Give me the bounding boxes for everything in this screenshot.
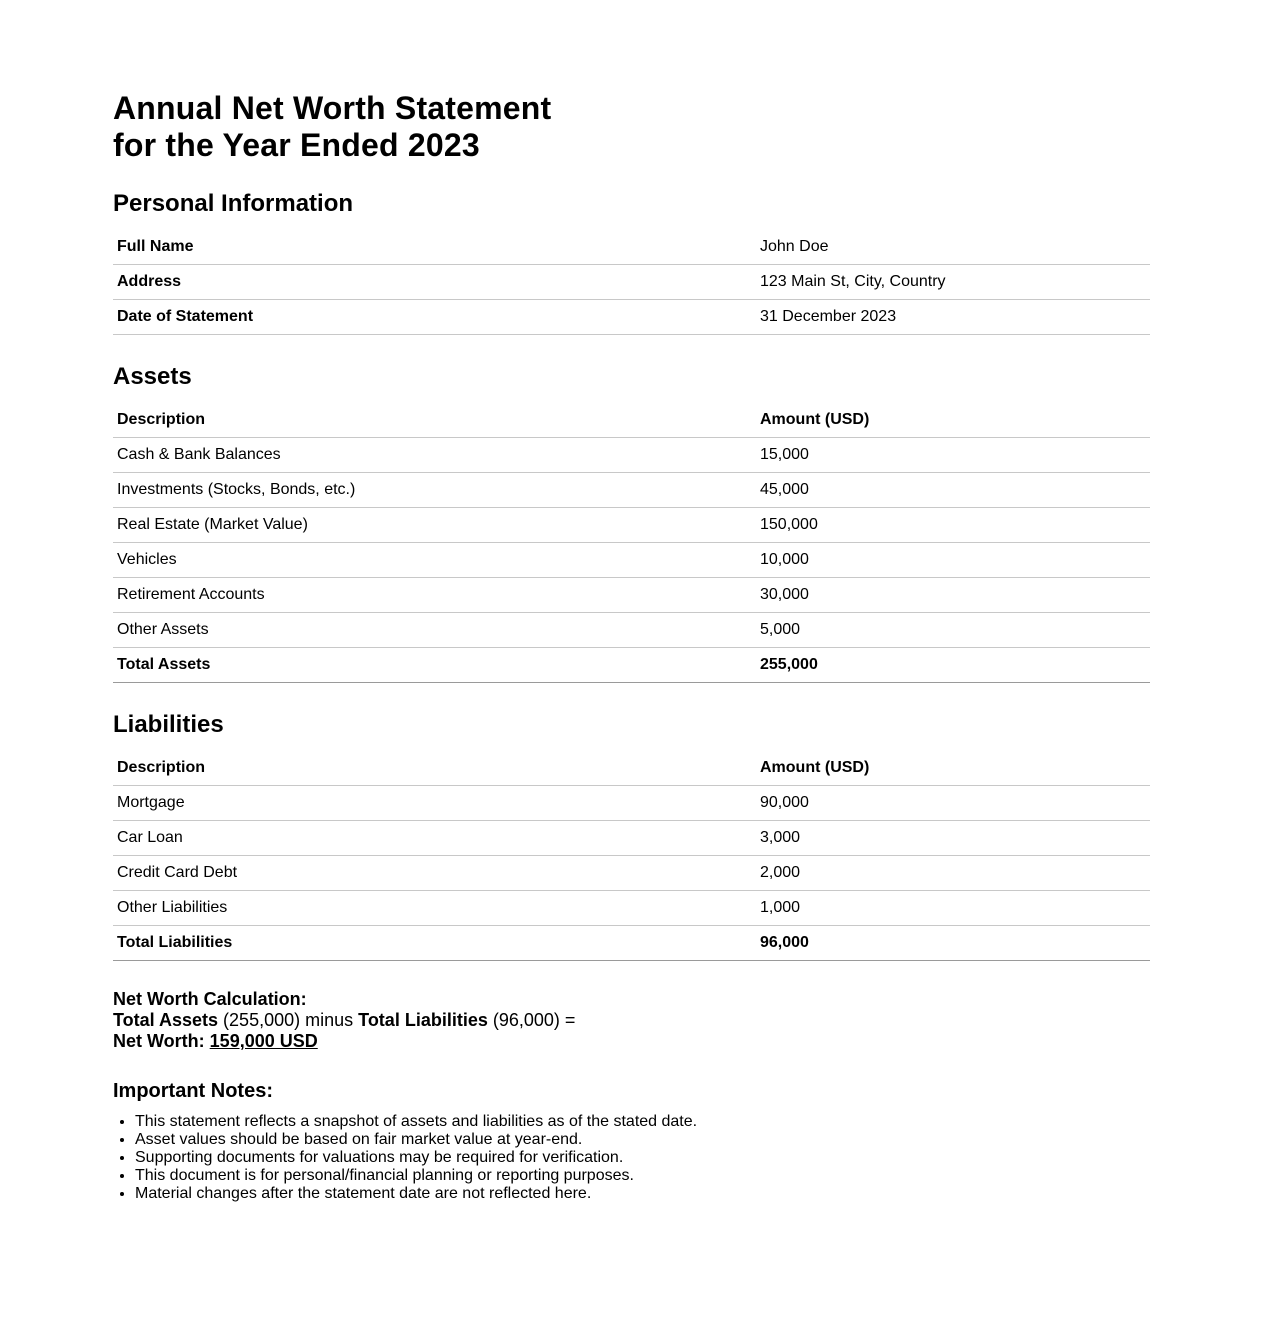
calc-liabilities-value: (96,000) = (492, 1010, 576, 1030)
asset-description: Cash & Bank Balances (113, 438, 756, 473)
list-item: • Supporting documents for valuations may be required for verification. (135, 1149, 1150, 1167)
table-header-row (113, 751, 1150, 786)
table-row (113, 438, 1150, 473)
statement-document (113, 90, 1150, 1203)
table-row (113, 508, 1150, 543)
asset-amount: 10,000 (756, 543, 1150, 578)
list-item: • This statement reflects a snapshot of assets and liabilities as of the stated date. (135, 1113, 1150, 1131)
table-row (113, 473, 1150, 508)
liability-description: Car Loan (113, 821, 756, 856)
calculation-heading: Net Worth Calculation: (113, 989, 307, 1009)
calc-assets-label: Total Assets (113, 1010, 219, 1030)
total-assets-label: Total Assets (113, 648, 756, 683)
table-header-row (113, 403, 1150, 438)
asset-description: Vehicles (113, 543, 756, 578)
table-row (113, 543, 1150, 578)
column-header-description: Description (113, 403, 756, 438)
asset-amount: 5,000 (756, 613, 1150, 648)
total-liabilities-label: Total Liabilities (113, 926, 756, 961)
list-item: • Asset values should be based on fair market value at year-end. (135, 1131, 1150, 1149)
personal-value: John Doe (756, 230, 1150, 265)
total-assets-row (113, 648, 1150, 683)
liability-amount: 3,000 (756, 821, 1150, 856)
asset-description: Real Estate (Market Value) (113, 508, 756, 543)
assets-heading: Assets (113, 363, 192, 390)
calc-liabilities-label: Total Liabilities (358, 1010, 488, 1030)
liability-description: Credit Card Debt (113, 856, 756, 891)
calc-assets-value: (255,000) (223, 1010, 301, 1030)
net-worth-calculation (113, 989, 1150, 1052)
column-header-amount: Amount (USD) (756, 751, 1150, 786)
personal-info-table (113, 230, 1150, 335)
table-row (113, 856, 1150, 891)
net-worth-value: 159,000 USD (209, 1031, 318, 1051)
liabilities-table (113, 751, 1150, 961)
net-worth-label: Net Worth: (113, 1031, 205, 1051)
total-liabilities-amount: 96,000 (756, 926, 1150, 961)
table-row (113, 891, 1150, 926)
title-line-1: Annual Net Worth Statement (113, 90, 552, 126)
asset-amount: 45,000 (756, 473, 1150, 508)
asset-description: Other Assets (113, 613, 756, 648)
asset-amount: 30,000 (756, 578, 1150, 613)
liability-description: Mortgage (113, 786, 756, 821)
liability-amount: 90,000 (756, 786, 1150, 821)
table-row (113, 230, 1150, 265)
list-item: • Material changes after the statement date are not reflected here. (135, 1185, 1150, 1203)
page-title (113, 90, 1150, 164)
personal-label: Full Name (113, 230, 756, 265)
personal-info-heading: Personal Information (113, 190, 354, 217)
list-item: • This document is for personal/financial planning or reporting purposes. (135, 1167, 1150, 1185)
personal-label: Date of Statement (113, 300, 756, 335)
liability-description: Other Liabilities (113, 891, 756, 926)
notes-list (113, 1113, 1150, 1203)
calc-minus: minus (305, 1010, 354, 1030)
table-row (113, 300, 1150, 335)
table-row (113, 613, 1150, 648)
liability-amount: 2,000 (756, 856, 1150, 891)
personal-value: 123 Main St, City, Country (756, 265, 1150, 300)
assets-table (113, 403, 1150, 683)
liability-amount: 1,000 (756, 891, 1150, 926)
table-row (113, 821, 1150, 856)
asset-amount: 15,000 (756, 438, 1150, 473)
liabilities-heading: Liabilities (113, 711, 224, 738)
title-line-2: for the Year Ended 2023 (113, 127, 480, 163)
personal-label: Address (113, 265, 756, 300)
asset-description: Investments (Stocks, Bonds, etc.) (113, 473, 756, 508)
table-row (113, 265, 1150, 300)
asset-description: Retirement Accounts (113, 578, 756, 613)
asset-amount: 150,000 (756, 508, 1150, 543)
table-row (113, 578, 1150, 613)
column-header-description: Description (113, 751, 756, 786)
total-liabilities-row (113, 926, 1150, 961)
personal-value: 31 December 2023 (756, 300, 1150, 335)
total-assets-amount: 255,000 (756, 648, 1150, 683)
notes-heading: Important Notes: (113, 1080, 273, 1102)
column-header-amount: Amount (USD) (756, 403, 1150, 438)
table-row (113, 786, 1150, 821)
